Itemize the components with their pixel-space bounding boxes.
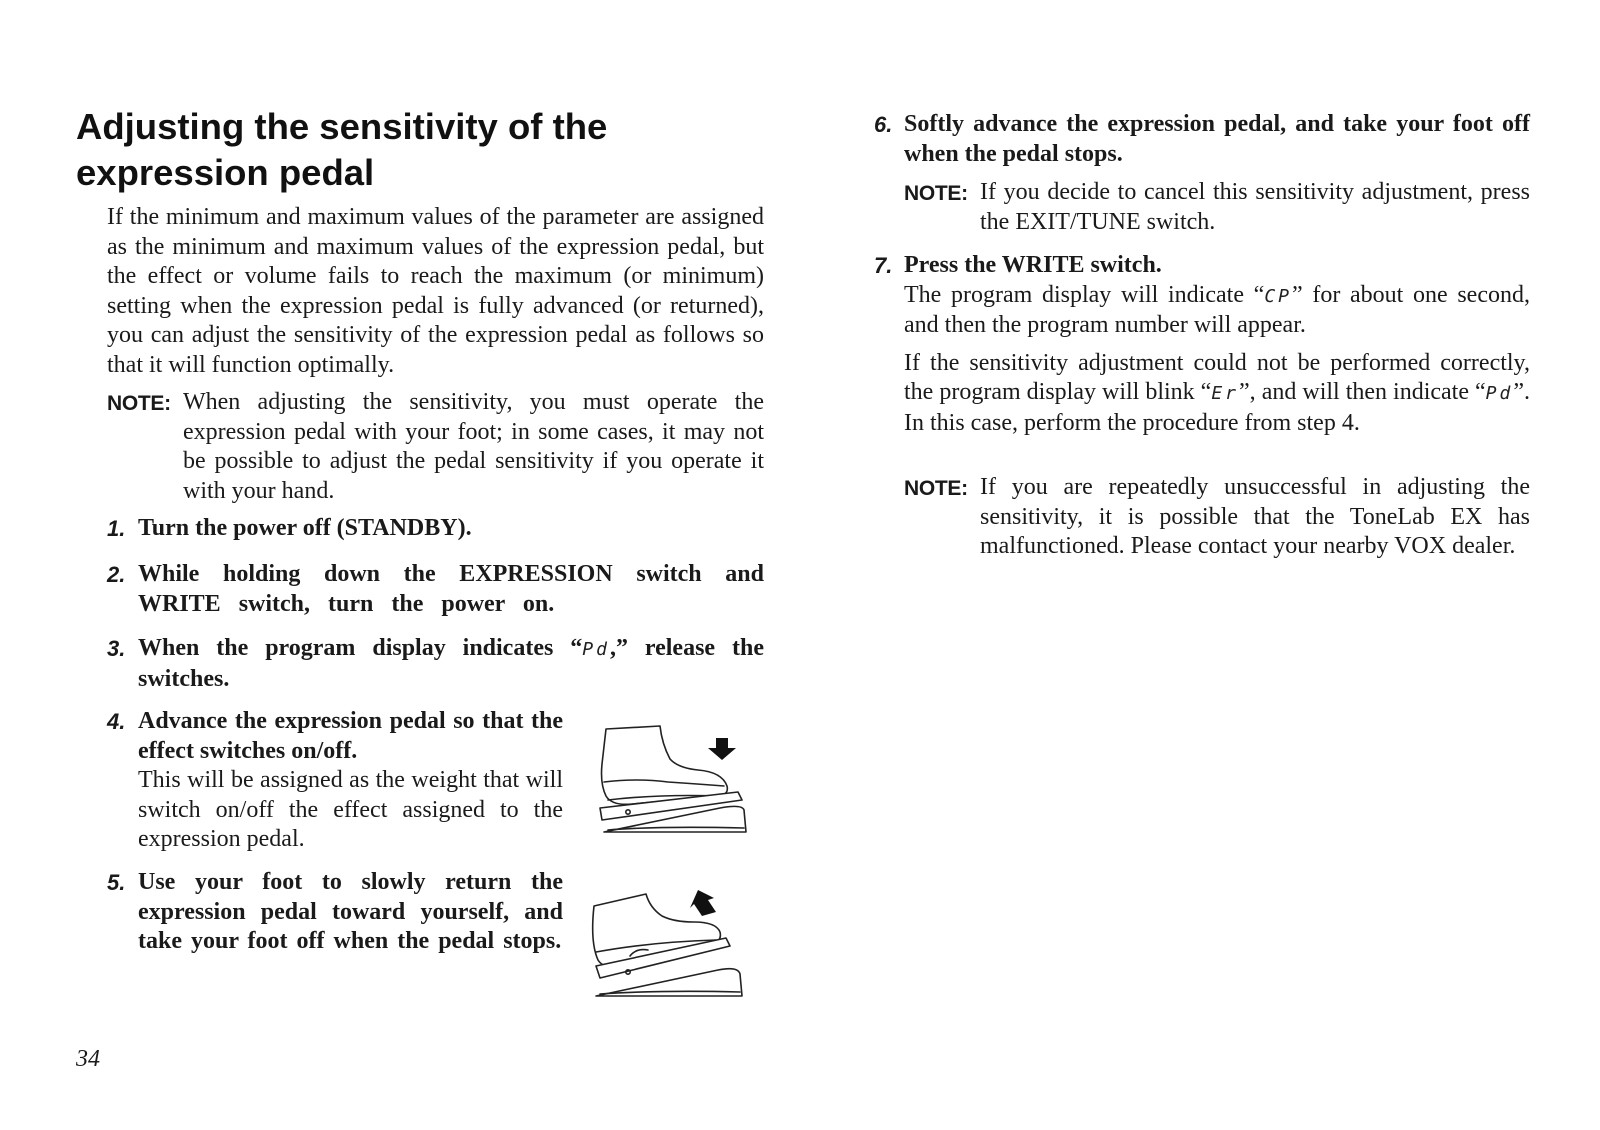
step-description [904, 281, 1530, 341]
note-label: NOTE: [904, 477, 968, 500]
step-1 [107, 514, 764, 544]
step-instruction: Turn the power off (STANDBY). [138, 515, 472, 541]
step-text: ,” release the switches. [138, 635, 764, 692]
step-instruction [138, 634, 764, 694]
step-number: 7. [874, 253, 893, 278]
step-text: ”, and will then indicate “ [1239, 379, 1486, 405]
note-unsuccessful [904, 473, 1530, 562]
pedal-advance-illustration [598, 724, 758, 854]
step-5 [107, 868, 563, 957]
step-text: ”. In this case, perform the procedure from step 4. [904, 379, 1531, 436]
note-label: NOTE: [107, 392, 171, 415]
note-label: NOTE: [904, 182, 968, 205]
page-number: 34 [76, 1046, 100, 1072]
note-text: If you decide to cancel this sensitivity adjustment, press the EXIT/TUNE switch. [980, 179, 1530, 235]
step-2 [107, 560, 764, 619]
step-text: ” for about one second, and then the program number will appear. [904, 281, 1530, 338]
step-number: 2. [107, 562, 126, 587]
step-description: This will be assigned as the weight that will switch on/off the effect assigned to the expression pedal. [138, 767, 563, 852]
display-readout-cp: CP [1264, 285, 1292, 307]
step-instruction: While holding down the EXPRESSION switch and WRITE switch, turn the power on. [138, 561, 764, 617]
display-readout-pd: Pd [582, 639, 610, 660]
intro-paragraph: If the minimum and maximum values of the parameter are assigned as the minimum and maximum values of the expression pedal, but the effect or volume fails to reach the maximum (or minimum) setting when the expression pedal is fully advanced (or returned), you can adjust the sensitivity of the expression pedal as follows so that it will function optimally. [107, 204, 764, 378]
step-number: 1. [107, 516, 126, 541]
note-text: If you are repeatedly unsuccessful in adjusting the sensitivity, it is possible that the ToneLab EX has malfunctioned. Please contact your nearby VOX dealer. [980, 474, 1530, 559]
arrow-up-icon [690, 890, 716, 916]
step-text: The program display will indicate “ [904, 281, 1265, 308]
step-text: When the program display indicates “ [138, 635, 583, 661]
step-number: 6. [874, 112, 893, 137]
step-instruction: Press the WRITE switch. [904, 252, 1162, 278]
display-readout-pd: Pd [1485, 383, 1514, 404]
step-text: If the sensitivity adjustment could not be performed correctly, the program display will blink “ [904, 349, 1530, 405]
pedal-return-illustration [590, 886, 760, 1016]
step-number: 4. [107, 709, 126, 734]
note-sensitivity-foot [107, 388, 764, 506]
step-4 [107, 707, 563, 855]
step-instruction: Softly advance the expression pedal, and take your foot off when the pedal stops. [904, 111, 1530, 167]
step-instruction: Use your foot to slowly return the expression pedal toward yourself, and take your foot off when the pedal stops. [138, 869, 563, 954]
step-6 [874, 110, 1530, 169]
step-instruction: Advance the expression pedal so that the effect switches on/off. [138, 708, 563, 764]
note-cancel [904, 178, 1530, 237]
step-3 [107, 634, 764, 694]
step-number: 5. [107, 870, 126, 895]
step-description-error [904, 349, 1530, 439]
display-readout-er: Er [1211, 383, 1240, 404]
note-text: When adjusting the sensitivity, you must operate the expression pedal with your foot; in some cases, it may not be possible to adjust the pedal sensitivity if you operate it with your hand. [183, 389, 764, 504]
section-heading: Adjusting the sensitivity of the expression pedal [76, 106, 608, 193]
step-number: 3. [107, 636, 126, 661]
arrow-down-icon [708, 738, 736, 760]
step-7 [874, 251, 1530, 438]
